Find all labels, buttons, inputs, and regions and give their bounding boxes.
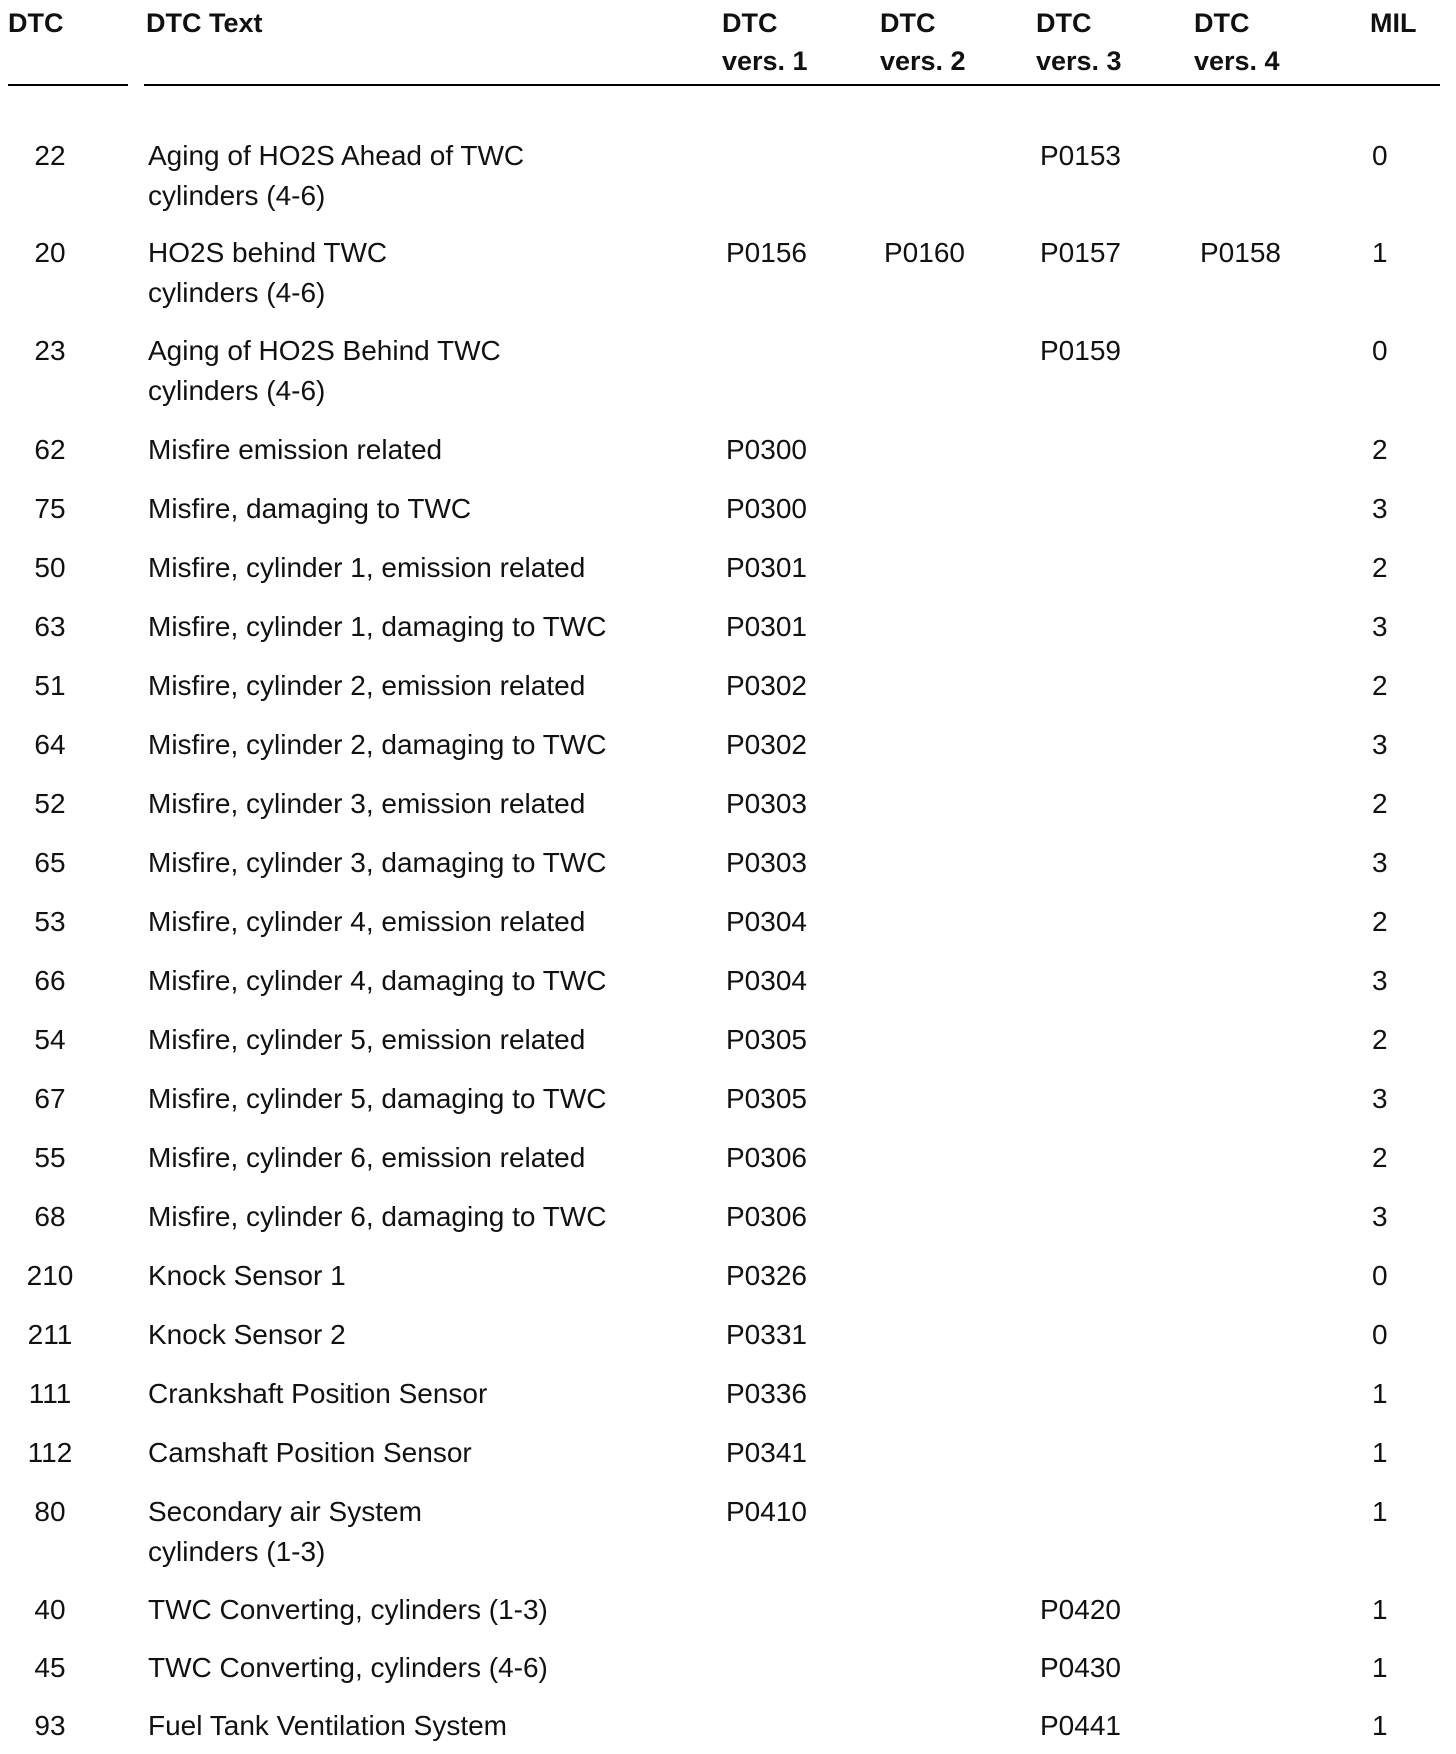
mil-value: 0 <box>1372 140 1388 171</box>
dtc-text: HO2S behind TWC cylinders (4-6) <box>148 237 388 308</box>
dtc-code: 112 <box>27 1437 73 1468</box>
dtc-text: Misfire, cylinder 4, emission related <box>148 906 586 937</box>
dtc-vers-1: P0341 <box>726 1437 807 1468</box>
dtc-code: 45 <box>34 1652 66 1683</box>
dtc-code: 51 <box>34 670 66 701</box>
dtc-vers-1: P0326 <box>726 1260 807 1291</box>
dtc-vers-1: P0410 <box>726 1496 807 1527</box>
dtc-text: Aging of HO2S Ahead of TWC cylinders (4-6) <box>148 140 525 211</box>
dtc-text: Secondary air System cylinders (1-3) <box>148 1496 422 1567</box>
dtc-vers-1: P0336 <box>726 1378 807 1409</box>
dtc-code: 210 <box>26 1260 74 1291</box>
header-dtc-vers-4: DTC vers. 4 <box>1194 8 1280 76</box>
dtc-code: 67 <box>34 1083 66 1114</box>
dtc-code: 40 <box>34 1594 66 1625</box>
header-rule <box>144 84 1440 86</box>
dtc-vers-1: P0303 <box>726 847 807 878</box>
dtc-code: 52 <box>34 788 66 819</box>
mil-value: 3 <box>1372 611 1388 642</box>
dtc-code: 55 <box>34 1142 66 1173</box>
dtc-vers-4: P0158 <box>1200 237 1281 268</box>
mil-value: 2 <box>1372 670 1388 701</box>
dtc-text: Misfire, cylinder 1, damaging to TWC <box>148 611 607 642</box>
header-dtc-vers-2: DTC vers. 2 <box>880 8 966 76</box>
dtc-vers-3: P0153 <box>1040 140 1121 171</box>
dtc-vers-3: P0157 <box>1040 237 1121 268</box>
dtc-code: 53 <box>34 906 66 937</box>
dtc-vers-3: P0441 <box>1040 1710 1121 1741</box>
dtc-text: Misfire, damaging to TWC <box>148 493 472 524</box>
dtc-text: Misfire, cylinder 4, damaging to TWC <box>148 965 607 996</box>
dtc-text: Misfire, cylinder 6, emission related <box>148 1142 586 1173</box>
mil-value: 1 <box>1372 237 1388 268</box>
mil-value: 3 <box>1372 847 1388 878</box>
mil-value: 2 <box>1372 788 1388 819</box>
dtc-vers-1: P0303 <box>726 788 807 819</box>
dtc-code: 65 <box>34 847 66 878</box>
dtc-code: 62 <box>34 434 66 465</box>
header-dtc: DTC <box>8 8 64 38</box>
dtc-vers-1: P0156 <box>726 237 807 268</box>
dtc-text: Misfire emission related <box>148 434 443 465</box>
dtc-vers-3: P0430 <box>1040 1652 1121 1683</box>
header-rule <box>8 84 128 86</box>
dtc-text: Misfire, cylinder 3, emission related <box>148 788 586 819</box>
dtc-text: Crankshaft Position Sensor <box>148 1378 488 1409</box>
dtc-vers-1: P0300 <box>726 493 807 524</box>
dtc-vers-1: P0302 <box>726 729 807 760</box>
mil-value: 3 <box>1372 1083 1388 1114</box>
mil-value: 0 <box>1372 1260 1388 1291</box>
mil-value: 3 <box>1372 729 1388 760</box>
dtc-text: Camshaft Position Sensor <box>148 1437 472 1468</box>
dtc-text: Misfire, cylinder 3, damaging to TWC <box>148 847 607 878</box>
dtc-code: 20 <box>34 237 66 268</box>
mil-value: 0 <box>1372 1319 1388 1350</box>
dtc-vers-1: P0331 <box>726 1319 807 1350</box>
mil-value: 3 <box>1372 965 1388 996</box>
dtc-vers-1: P0306 <box>726 1142 807 1173</box>
dtc-vers-3: P0159 <box>1040 335 1121 366</box>
mil-value: 2 <box>1372 552 1388 583</box>
mil-value: 1 <box>1372 1378 1388 1409</box>
mil-value: 2 <box>1372 1142 1388 1173</box>
dtc-text: Misfire, cylinder 6, damaging to TWC <box>148 1201 607 1232</box>
dtc-vers-1: P0300 <box>726 434 807 465</box>
dtc-code: 80 <box>34 1496 66 1527</box>
mil-value: 1 <box>1372 1710 1388 1741</box>
dtc-code: 23 <box>34 335 66 366</box>
dtc-code: 64 <box>34 729 66 760</box>
mil-value: 1 <box>1372 1594 1388 1625</box>
mil-value: 2 <box>1372 434 1388 465</box>
dtc-vers-1: P0305 <box>726 1024 807 1055</box>
dtc-code: 111 <box>28 1378 72 1409</box>
dtc-code: 50 <box>34 552 66 583</box>
dtc-code: 93 <box>34 1710 66 1741</box>
header-dtc-vers-3: DTC vers. 3 <box>1036 8 1122 76</box>
dtc-vers-1: P0306 <box>726 1201 807 1232</box>
mil-value: 1 <box>1372 1652 1388 1683</box>
dtc-vers-1: P0301 <box>726 552 807 583</box>
dtc-code: 63 <box>34 611 66 642</box>
mil-value: 1 <box>1372 1437 1388 1468</box>
dtc-text: Misfire, cylinder 5, damaging to TWC <box>148 1083 607 1114</box>
mil-value: 2 <box>1372 906 1388 937</box>
dtc-text: Misfire, cylinder 1, emission related <box>148 552 586 583</box>
dtc-code: 54 <box>34 1024 66 1055</box>
header-mil: MIL <box>1370 8 1417 38</box>
dtc-code: 211 <box>27 1319 73 1350</box>
mil-value: 3 <box>1372 493 1388 524</box>
mil-value: 2 <box>1372 1024 1388 1055</box>
dtc-text: Misfire, cylinder 2, emission related <box>148 670 586 701</box>
dtc-vers-3: P0420 <box>1040 1594 1121 1625</box>
dtc-code: 75 <box>34 493 66 524</box>
header-dtc-vers-1: DTC vers. 1 <box>722 8 808 76</box>
mil-value: 3 <box>1372 1201 1388 1232</box>
dtc-code: 66 <box>34 965 66 996</box>
dtc-text: Knock Sensor 1 <box>148 1260 346 1291</box>
dtc-text: TWC Converting, cylinders (1-3) <box>148 1594 548 1625</box>
dtc-vers-1: P0301 <box>726 611 807 642</box>
dtc-code: 68 <box>34 1201 66 1232</box>
dtc-code: 22 <box>34 140 66 171</box>
dtc-text: Knock Sensor 2 <box>148 1319 346 1350</box>
dtc-text: Misfire, cylinder 2, damaging to TWC <box>148 729 607 760</box>
dtc-text: Fuel Tank Ventilation System <box>148 1710 508 1741</box>
dtc-vers-1: P0304 <box>726 906 807 937</box>
dtc-vers-2: P0160 <box>884 237 965 268</box>
dtc-vers-1: P0305 <box>726 1083 807 1114</box>
mil-value: 0 <box>1372 335 1388 366</box>
dtc-text: Misfire, cylinder 5, emission related <box>148 1024 586 1055</box>
dtc-text: Aging of HO2S Behind TWC cylinders (4-6) <box>148 335 501 406</box>
mil-value: 1 <box>1372 1496 1388 1527</box>
dtc-text: TWC Converting, cylinders (4-6) <box>148 1652 548 1683</box>
dtc-vers-1: P0304 <box>726 965 807 996</box>
header-dtc-text: DTC Text <box>146 8 263 38</box>
dtc-vers-1: P0302 <box>726 670 807 701</box>
